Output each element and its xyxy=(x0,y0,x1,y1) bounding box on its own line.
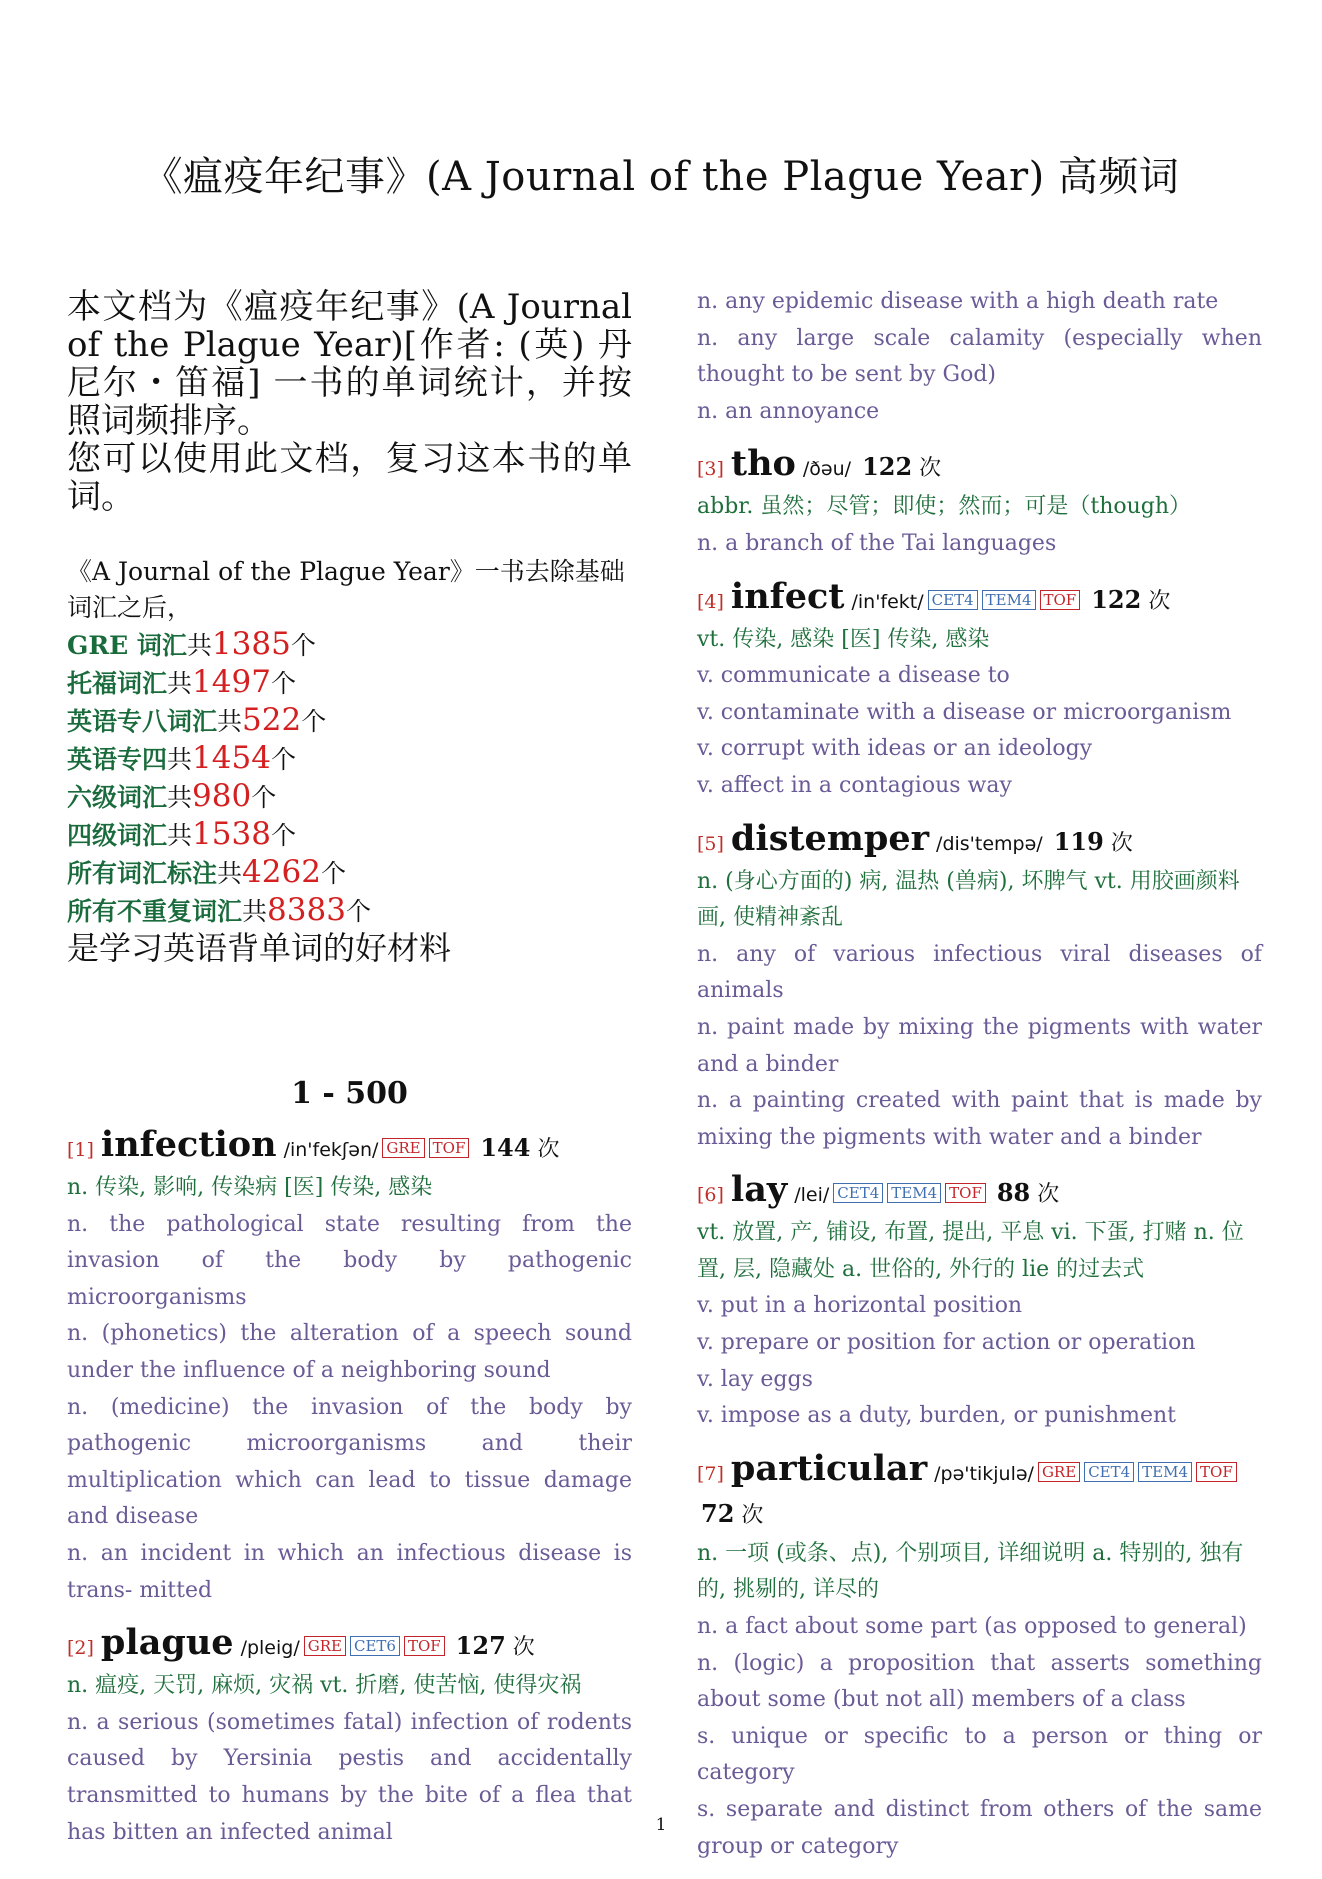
stat-suffix: 共 xyxy=(217,859,243,888)
entry-phonetic: /pleig/ xyxy=(240,1637,300,1660)
stat-label: 所有不重复词汇 xyxy=(67,897,243,926)
stat-count: 1385 xyxy=(211,626,291,662)
stat-toefl xyxy=(67,664,632,702)
entry-definition: v. affect in a contagious way xyxy=(697,772,1012,798)
entry-index: [2] xyxy=(67,1637,94,1660)
stat-count: 522 xyxy=(242,702,302,738)
entry-definition: n. any large scale calamity (especially when thought to be sent by God) xyxy=(697,325,1262,388)
stat-suffix: 共 xyxy=(167,821,193,850)
tag-badge: GRE xyxy=(304,1636,346,1656)
entry-count: 144 xyxy=(480,1133,531,1162)
entry-chinese-definition: n. 传染, 影响, 传染病 [医] 传染, 感染 xyxy=(67,1175,433,1200)
stat-count: 1454 xyxy=(192,740,271,776)
word-entry-continued xyxy=(697,284,1262,430)
document-title: 《瘟疫年纪事》(A Journal of the Plague Year) 高频词 xyxy=(142,154,1180,200)
entry-count: 122 xyxy=(862,452,913,482)
tag-badge: CET4 xyxy=(1084,1462,1134,1482)
entry-definition: s. separate and distinct from others of the same group or category xyxy=(697,1797,1262,1859)
entry-definition: s. unique or specific to a person or thing or category xyxy=(697,1723,1262,1786)
entry-header xyxy=(67,1623,632,1668)
left-column xyxy=(67,288,632,1865)
tag-badge: CET6 xyxy=(350,1636,400,1656)
stat-count: 8383 xyxy=(267,892,346,928)
stat-cet6 xyxy=(67,778,632,816)
stat-suffix: 共 xyxy=(167,669,193,698)
entry-word: infect xyxy=(730,575,845,617)
entry-definition: n. a fact about some part (as opposed to general) xyxy=(697,1614,1247,1640)
entry-definition: v. corrupt with ideas or an ideology xyxy=(697,736,1093,762)
entry-count-unit: 次 xyxy=(537,1137,560,1162)
stat-tem8 xyxy=(67,702,632,740)
stat-unit: 个 xyxy=(301,707,327,736)
entry-definition: v. lay eggs xyxy=(697,1366,813,1392)
entry-index: [3] xyxy=(697,458,724,481)
entry-definition: n. paint made by mixing the pigments with water and a binder xyxy=(697,1014,1262,1077)
entry-count: 122 xyxy=(1091,584,1142,614)
entry-definition: v. contaminate with a disease or microorganism xyxy=(697,699,1232,725)
tag-badge: TOF xyxy=(1196,1462,1237,1482)
intro-block xyxy=(67,288,632,516)
entry-definition: n. (medicine) the invasion of the body by pathogenic microorganisms and their multiplication which can lead to tissue damage and disease xyxy=(67,1394,632,1530)
entry-word: plague xyxy=(100,1622,234,1664)
tag-badge: TOF xyxy=(404,1636,445,1656)
stat-unit: 个 xyxy=(270,745,296,774)
word-entry xyxy=(697,1449,1262,1865)
tag-badge: TOF xyxy=(429,1138,470,1158)
entry-index: [5] xyxy=(697,832,724,855)
stat-count: 1497 xyxy=(192,664,271,700)
stat-count: 4262 xyxy=(242,854,321,890)
entry-phonetic: /ðəu/ xyxy=(802,458,852,481)
stat-suffix: 共 xyxy=(167,783,193,812)
word-entry xyxy=(697,577,1262,805)
tag-badge: GRE xyxy=(382,1138,424,1158)
stat-tem4 xyxy=(67,740,632,778)
entry-definition: n. a painting created with paint that is made by mixing the pigments with water and a binder xyxy=(697,1088,1262,1150)
stat-unit: 个 xyxy=(320,859,346,888)
stat-label: 所有词汇标注 xyxy=(67,859,218,888)
entry-definition: v. impose as a duty, burden, or punishment xyxy=(697,1403,1177,1429)
tag-badge: TOF xyxy=(945,1183,986,1203)
stat-label: 托福词汇 xyxy=(67,669,168,698)
stat-unit: 个 xyxy=(290,631,316,660)
entry-count: 127 xyxy=(455,1631,506,1661)
entry-count: 88 xyxy=(996,1178,1031,1208)
entry-phonetic: /in'fekʃən/ xyxy=(283,1139,379,1161)
entry-definition: v. prepare or position for action or operation xyxy=(697,1330,1196,1356)
entry-phonetic: /lei/ xyxy=(794,1184,830,1207)
entry-count-unit: 次 xyxy=(1037,1182,1060,1208)
entry-chinese-definition: n. (身心方面的) 病, 温热 (兽病), 坏脾气 vt. 用胶画颜料画, 使精神紊乱 xyxy=(697,868,1240,931)
entry-index: [1] xyxy=(67,1139,94,1161)
stat-all-unique xyxy=(67,892,632,930)
word-entry xyxy=(67,1125,632,1609)
word-entry xyxy=(697,1170,1262,1435)
entry-count-unit: 次 xyxy=(741,1502,764,1528)
entry-phonetic: /pə'tikjulə/ xyxy=(934,1462,1034,1485)
stat-unit: 个 xyxy=(251,783,277,812)
entry-definition: n. (phonetics) the alteration of a speech sound under the influence of a neighboring sound xyxy=(67,1321,632,1383)
tag-badge: TEM4 xyxy=(887,1183,941,1203)
page-number: 1 xyxy=(655,1815,667,1835)
stat-suffix: 共 xyxy=(186,631,212,660)
entry-definition: v. put in a horizontal position xyxy=(697,1293,1023,1319)
stat-label: GRE 词汇 xyxy=(67,631,187,660)
tag-badge: TEM4 xyxy=(982,590,1036,610)
entry-index: [6] xyxy=(697,1184,724,1207)
intro-paragraph: 本文档为《瘟疫年纪事》(A Journal of the Plague Year)[作者: (英) 丹尼尔・笛福] 一书的单词统计，并按照词频排序。 xyxy=(67,287,632,441)
entry-count: 72 xyxy=(701,1498,735,1528)
stat-label: 英语专四 xyxy=(67,745,168,774)
entry-index: [7] xyxy=(697,1462,724,1485)
entry-chinese-definition: vt. 放置, 产, 铺设, 布置, 提出, 平息 vi. 下蛋, 打赌 n. 位置, 层, 隐藏处 a. 世俗的, 外行的 lie 的过去式 xyxy=(697,1220,1244,1282)
intro-paragraph-review: 您可以使用此文档，复习这本书的单词。 xyxy=(67,439,632,517)
stat-cet4 xyxy=(67,816,632,854)
entry-count-unit: 次 xyxy=(1148,588,1171,614)
entry-header xyxy=(697,444,1262,489)
entry-count: 119 xyxy=(1053,826,1104,856)
entry-count-unit: 次 xyxy=(919,456,942,482)
stats-intro: 《A Journal of the Plague Year》一书去除基础词汇之后， xyxy=(67,557,625,622)
word-entry xyxy=(697,444,1262,562)
entry-word: lay xyxy=(730,1169,788,1211)
entry-count-unit: 次 xyxy=(1110,830,1133,856)
entry-definition: n. the pathological state resulting from the invasion of the body by pathogenic microorganisms xyxy=(67,1211,632,1310)
entry-count-unit: 次 xyxy=(512,1635,535,1661)
entry-phonetic: /in'fekt/ xyxy=(851,590,924,613)
tag-badge: CET4 xyxy=(928,590,978,610)
entry-header xyxy=(697,577,1262,622)
tag-badge: TEM4 xyxy=(1138,1462,1192,1482)
tag-badge: CET4 xyxy=(833,1183,883,1203)
stat-count: 1538 xyxy=(192,816,271,852)
entry-word: infection xyxy=(100,1124,277,1165)
stat-label: 六级词汇 xyxy=(67,783,168,812)
entry-definition: n. any epidemic disease with a high death rate xyxy=(697,289,1219,314)
entry-definition: n. an annoyance xyxy=(697,398,880,424)
entry-index: [4] xyxy=(697,590,724,613)
entry-definition: n. an incident in which an infectious disease is trans- mitted xyxy=(67,1540,632,1603)
stat-unit: 个 xyxy=(345,897,371,926)
tag-badge: TOF xyxy=(1040,590,1081,610)
entry-chinese-definition: vt. 传染, 感染 [医] 传染, 感染 xyxy=(697,626,990,652)
tag-badge: GRE xyxy=(1038,1462,1080,1482)
entry-chinese-definition: n. 瘟疫, 天罚, 麻烦, 灾祸 vt. 折磨, 使苦恼, 使得灾祸 xyxy=(67,1673,582,1699)
right-column xyxy=(697,284,1262,1879)
entry-definition: n. a serious (sometimes fatal) infection of rodents caused by Yersinia pestis and accidentally transmitted to humans by the bite of a flea that has bitten an infected animal xyxy=(67,1709,632,1845)
stat-count: 980 xyxy=(192,778,252,814)
stat-suffix: 共 xyxy=(167,745,193,774)
entry-definition: n. any of various infectious viral diseases of animals xyxy=(697,941,1262,1004)
entry-header xyxy=(697,819,1262,864)
stat-unit: 个 xyxy=(270,821,296,850)
stat-suffix: 共 xyxy=(242,897,268,926)
entry-chinese-definition: n. 一项 (或条、点), 个别项目, 详细说明 a. 特别的, 独有的, 挑剔的, 详尽的 xyxy=(697,1540,1244,1603)
entry-phonetic: /dis'tempə/ xyxy=(936,832,1043,855)
entry-chinese-definition: abbr. 虽然；尽管；即使；然而；可是（though） xyxy=(697,494,1192,520)
entry-header xyxy=(697,1449,1262,1536)
entry-word: distemper xyxy=(730,817,930,859)
entry-header xyxy=(697,1170,1262,1215)
entry-word: tho xyxy=(730,443,796,485)
entry-definition: n. (logic) a proposition that asserts something about some (but not all) members of a class xyxy=(697,1650,1262,1713)
stat-suffix: 共 xyxy=(217,707,243,736)
stat-label: 英语专八词汇 xyxy=(67,707,218,736)
word-entry xyxy=(697,819,1262,1157)
stats-closing: 是学习英语背单词的好材料 xyxy=(67,929,452,967)
entry-definition: n. a branch of the Tai languages xyxy=(697,530,1057,556)
entry-word: particular xyxy=(730,1447,928,1489)
stat-gre xyxy=(67,626,632,664)
stat-all-annotated xyxy=(67,854,632,892)
stat-label: 四级词汇 xyxy=(67,821,168,850)
stat-unit: 个 xyxy=(270,669,296,698)
entry-definition: v. communicate a disease to xyxy=(697,663,1010,689)
entry-header xyxy=(67,1125,632,1170)
range-heading: 1 - 500 xyxy=(291,1076,408,1111)
